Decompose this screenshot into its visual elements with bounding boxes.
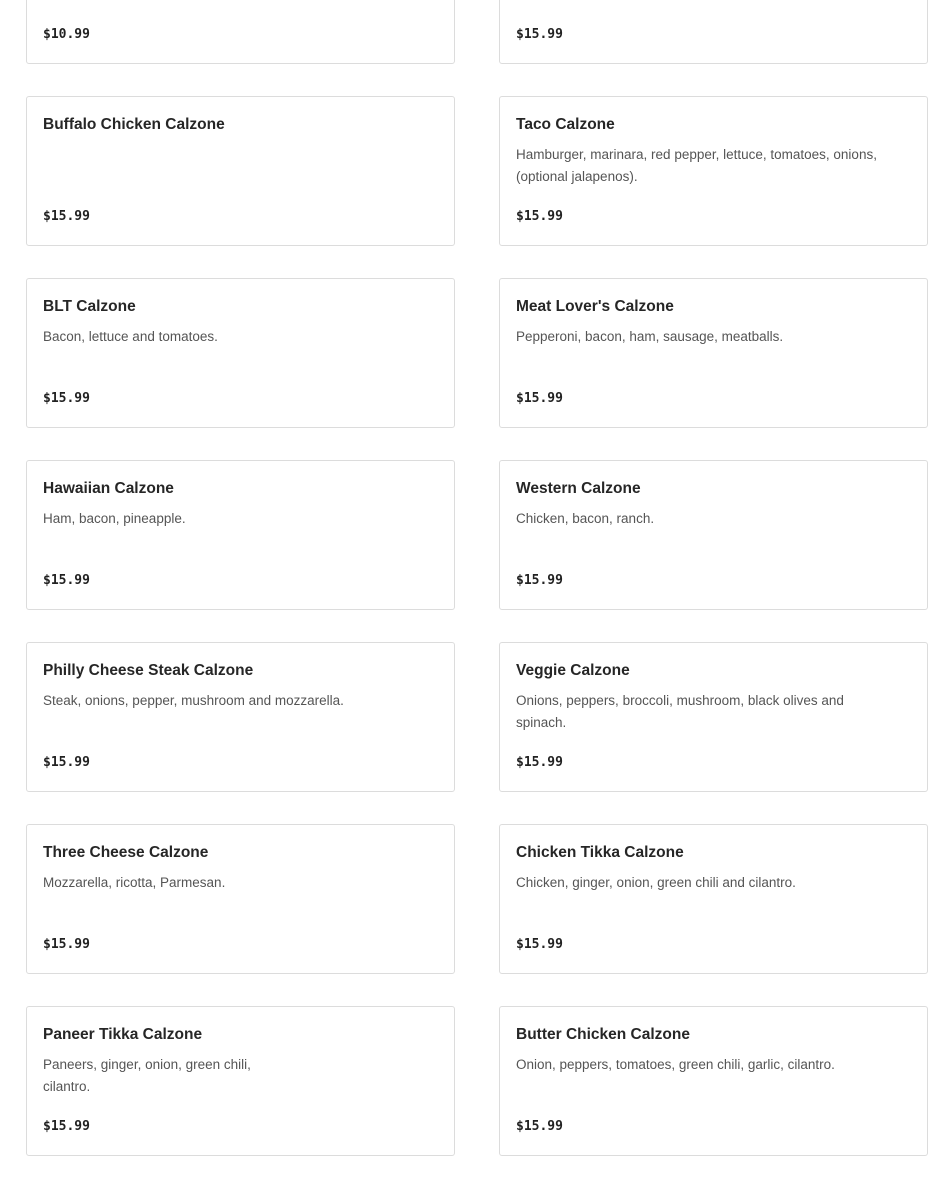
item-name: Chicken Tikka Calzone [516,844,684,861]
item-name: Paneer Tikka Calzone [43,1026,203,1043]
item-price: $15.99 [516,391,563,406]
item-price: $15.99 [516,937,563,952]
item-description: Hamburger, marinara, red pepper, lettuce, tomatoes, onions, (optional jalapenos). [516,147,877,184]
item-description: Steak, onions, pepper, mushroom and mozzarella. [43,693,344,708]
menu-row [26,1006,928,1156]
item-name: Meat Lover's Calzone [516,298,674,315]
menu-row [26,0,928,64]
item-description: Ham, bacon, pineapple. [43,511,186,526]
item-name: Buffalo Chicken Calzone [43,116,225,133]
menu-row [26,824,928,974]
menu-item-card[interactable] [499,96,928,246]
item-name: Butter Chicken Calzone [516,1026,690,1043]
item-price: $10.99 [43,27,90,42]
item-description: Bacon, lettuce and tomatoes. [43,329,218,344]
item-name: Three Cheese Calzone [43,844,209,861]
item-description: Paneers, ginger, onion, green chili, cilantro. [43,1057,251,1094]
menu-item-card[interactable] [26,96,455,246]
item-description: Chicken, ginger, onion, green chili and cilantro. [516,875,796,890]
menu-item-card[interactable] [499,1006,928,1156]
item-name: BLT Calzone [43,298,136,315]
item-name: Western Calzone [516,480,641,497]
menu-item-card[interactable] [499,460,928,610]
item-description: Chicken, bacon, ranch. [516,511,655,526]
menu-item-card[interactable] [26,642,455,792]
item-description: Mozzarella, ricotta, Parmesan. [43,875,226,890]
menu-item-card[interactable] [499,278,928,428]
item-price: $15.99 [43,1119,90,1134]
menu-item-card[interactable] [499,0,928,64]
menu-row [26,96,928,246]
item-price: $15.99 [516,27,563,42]
menu-grid [26,0,928,1188]
menu-row [26,642,928,792]
item-price: $15.99 [516,755,563,770]
item-description: Onion, peppers, tomatoes, green chili, garlic, cilantro. [516,1057,835,1072]
item-name: Veggie Calzone [516,662,630,679]
item-price: $15.99 [43,209,90,224]
menu-row [26,278,928,428]
item-description: Onions, peppers, broccoli, mushroom, black olives and spinach. [516,693,844,730]
item-name: Philly Cheese Steak Calzone [43,662,254,679]
item-price: $15.99 [43,573,90,588]
item-price: $15.99 [516,209,563,224]
menu-item-card[interactable] [26,824,455,974]
menu-item-card[interactable] [26,0,455,64]
item-description: Pepperoni, bacon, ham, sausage, meatballs. [516,329,784,344]
item-price: $15.99 [43,391,90,406]
menu-item-card[interactable] [26,460,455,610]
item-price: $15.99 [516,573,563,588]
item-name: Taco Calzone [516,116,615,133]
item-price: $15.99 [43,937,90,952]
menu-item-card[interactable] [499,824,928,974]
item-price: $15.99 [43,755,90,770]
menu-row [26,460,928,610]
item-price: $15.99 [516,1119,563,1134]
menu-item-card[interactable] [499,642,928,792]
menu-item-card[interactable] [26,278,455,428]
menu-item-card[interactable] [26,1006,455,1156]
item-name: Hawaiian Calzone [43,480,174,497]
